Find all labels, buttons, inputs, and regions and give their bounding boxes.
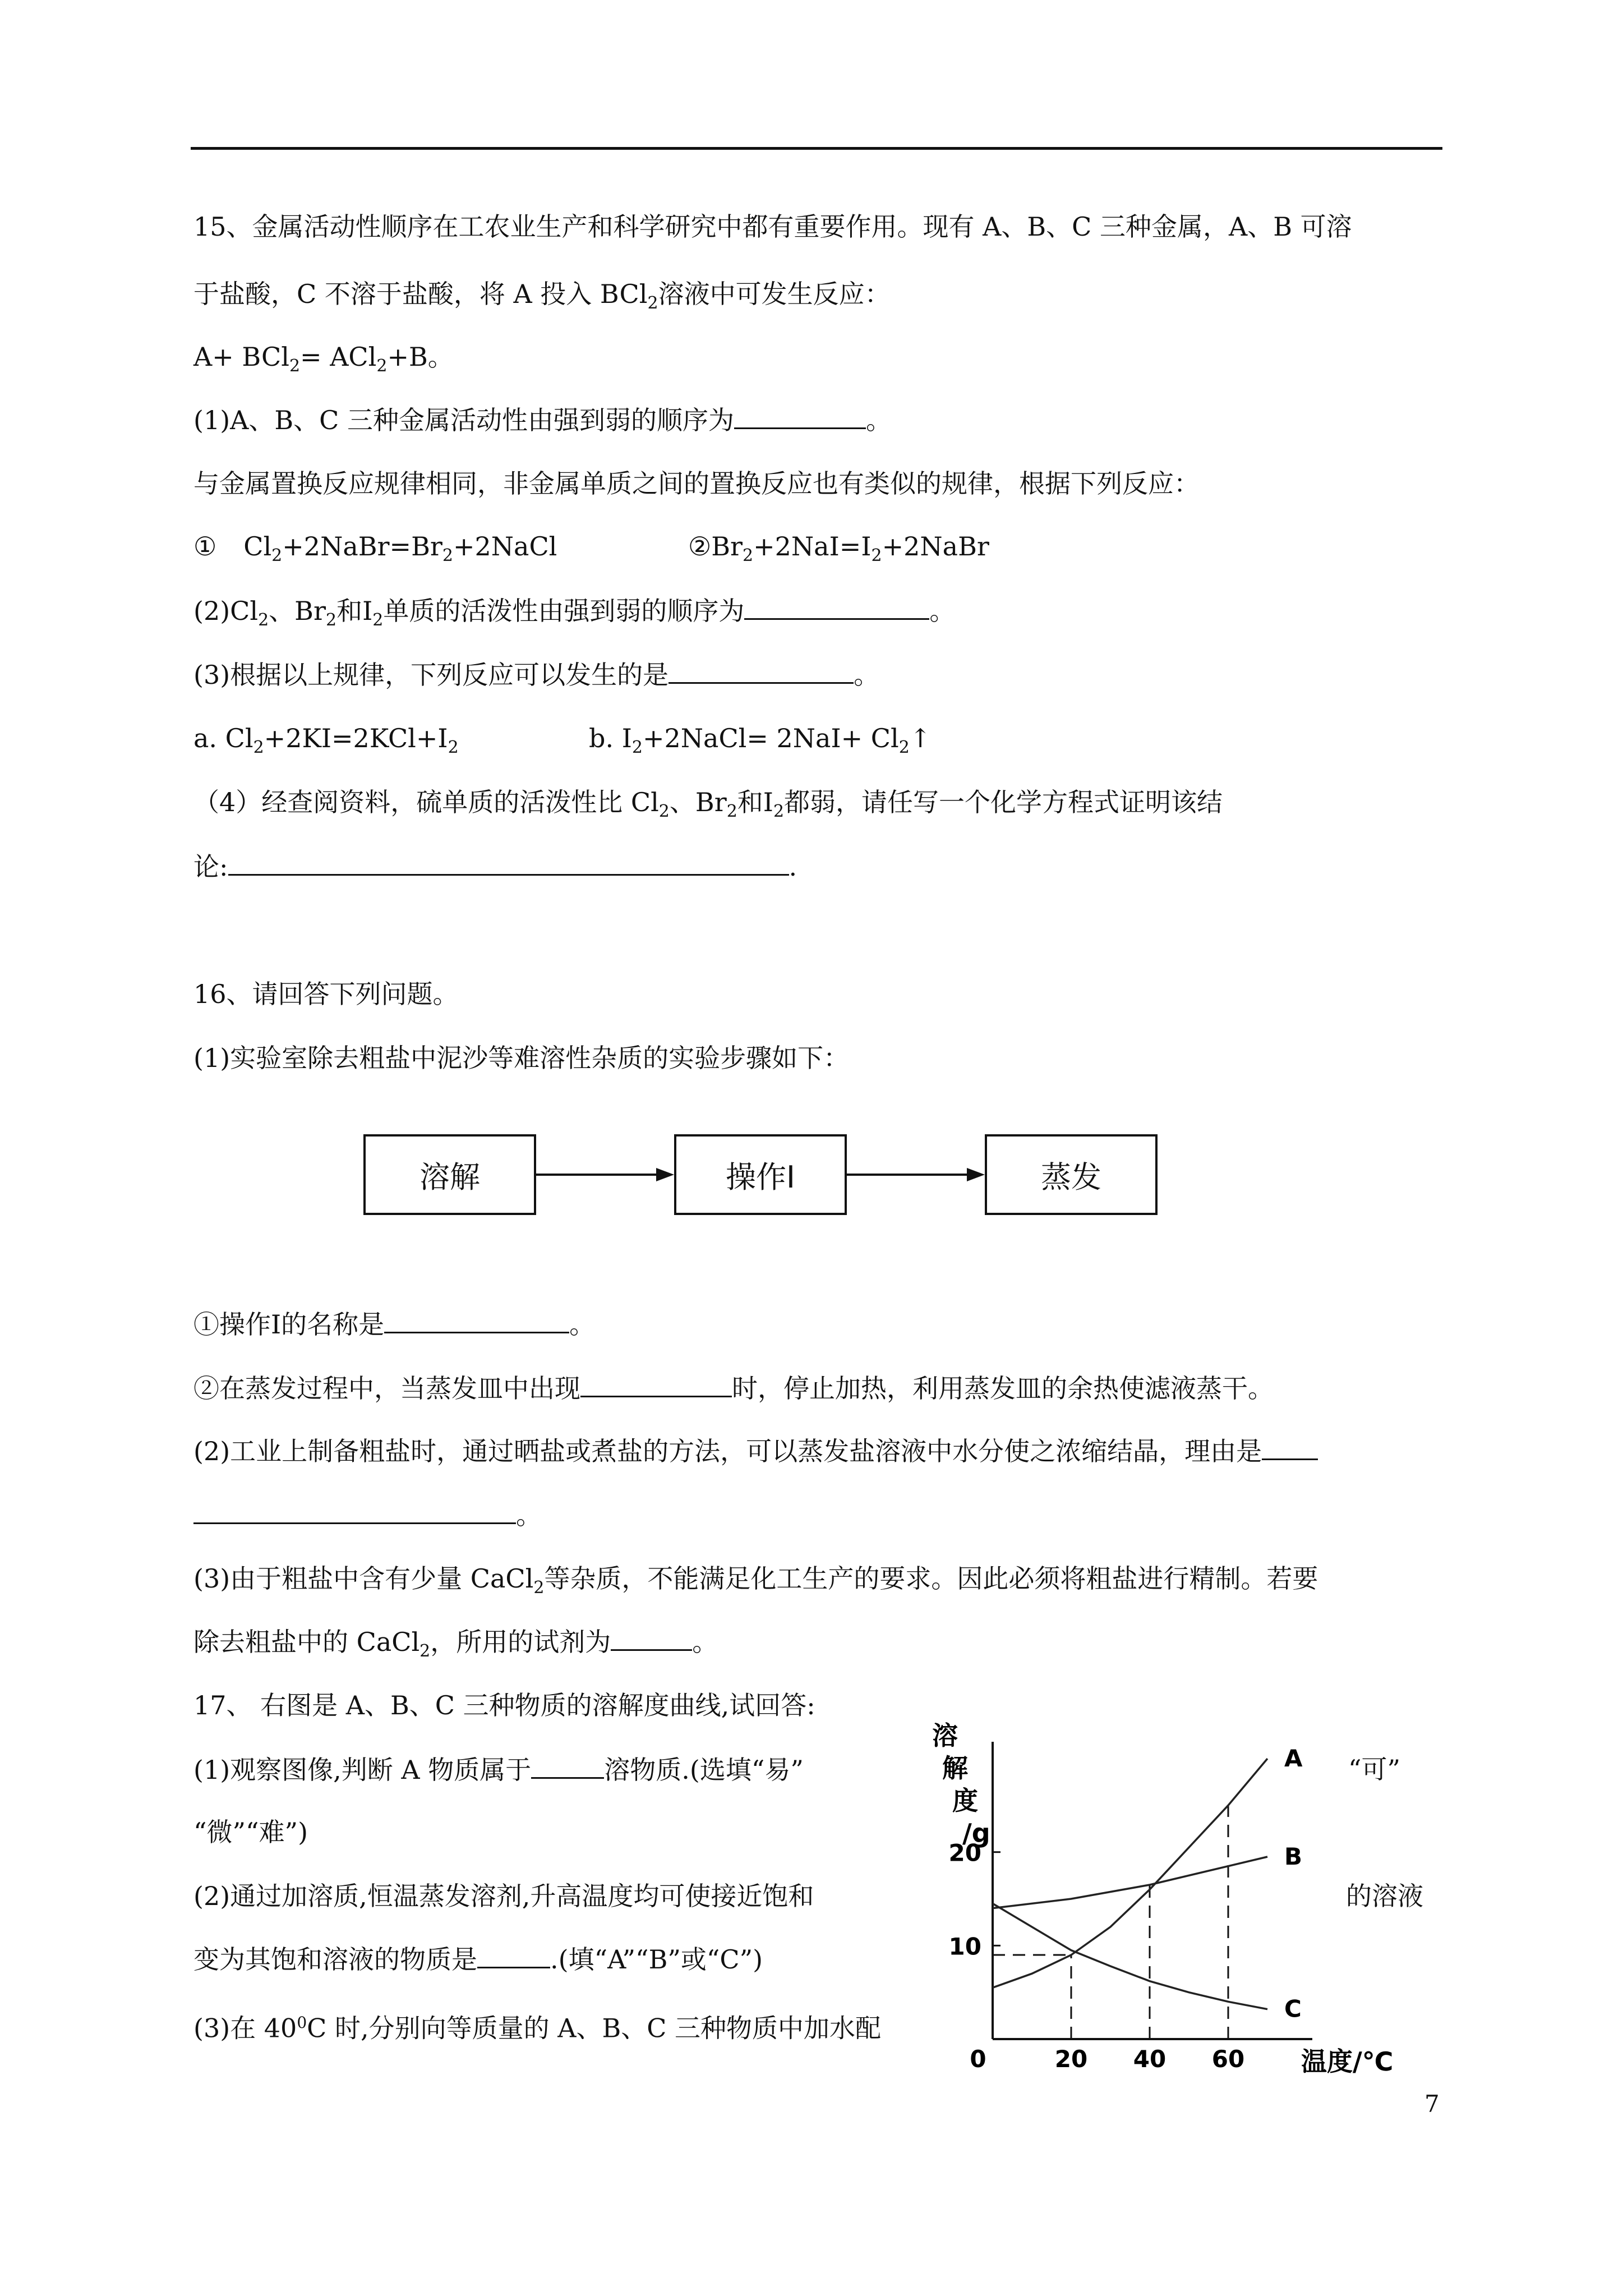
answer-blank[interactable] bbox=[477, 1942, 550, 1968]
q15-reaction-2: $②Br_2+2NaⅠ=Ⅰ_2+2NaBr$ bbox=[688, 531, 989, 566]
answer-blank[interactable] bbox=[193, 1498, 516, 1524]
q15-part-1: (1)A、B、C 三种金属活动性由强到弱的顺序为 。 bbox=[193, 403, 892, 437]
y-axis-label: 度 bbox=[952, 1786, 978, 1816]
q17-part-2-cont: 变为其饱和溶液的物质是 .(填“A”“B”或“C”) bbox=[193, 1942, 763, 1976]
q16-step-2: ②在蒸发过程中，当蒸发皿中出现 时，停止加热，利用蒸发皿的余热使滤液蒸干。 bbox=[193, 1371, 1274, 1405]
q15-intro: 与金属置换反应规律相同，非金属单质之间的置换反应也有类似的规律，根据下列反应： bbox=[193, 468, 1200, 499]
answer-blank[interactable] bbox=[668, 657, 854, 684]
answer-blank[interactable] bbox=[580, 1371, 732, 1397]
q17-part-1-cont: “微”“难”) bbox=[193, 1817, 308, 1847]
q15-part-2: $(2)Cl_2$、$Br_2$和$Ⅰ_2$单质的活泼性由强到弱的顺序为 。 bbox=[193, 593, 955, 637]
y-tick-label: 10 bbox=[948, 1932, 981, 1961]
q17-part-2-tail: 的溶液 bbox=[1346, 1881, 1423, 1911]
flow-step-dissolve: 溶解 bbox=[363, 1134, 536, 1215]
answer-blank[interactable] bbox=[531, 1752, 604, 1779]
y-tick-label: 20 bbox=[948, 1839, 981, 1867]
series-label-a: A bbox=[1284, 1745, 1303, 1772]
q15-part-3: (3)根据以上规律，下列反应可以发生的是 。 bbox=[193, 657, 879, 692]
q15-reactions: ① $Cl_2+2NaBr=Br_2+2NaCl$ bbox=[193, 531, 557, 566]
q15-line-1: 15、金属活动性顺序在工农业生产和科学研究中都有重要作用。现有 A、B、C 三种金属，A、B 可溶 bbox=[193, 211, 1352, 242]
q15-line-2: 于盐酸，C 不溶于盐酸，将 A 投入 BCl$_2$溶液中可发生反应： bbox=[193, 279, 891, 314]
q15-option-a: a. $Cl_2+2KⅠ=2KCl+Ⅰ_2$ bbox=[193, 723, 459, 758]
answer-blank[interactable] bbox=[1262, 1434, 1318, 1460]
x-axis-label: 温度/℃ bbox=[1301, 2046, 1394, 2077]
y-axis-label: /g bbox=[962, 1818, 990, 1848]
series-label-b: B bbox=[1284, 1843, 1303, 1870]
answer-blank[interactable] bbox=[734, 403, 866, 429]
answer-blank[interactable] bbox=[744, 593, 929, 620]
series-line-a bbox=[993, 1759, 1267, 1987]
q17-part-1-option: “可” bbox=[1348, 1754, 1401, 1784]
x-tick-label: 20 bbox=[1054, 2045, 1088, 2073]
q15-part-4-cont: 论: . bbox=[193, 849, 797, 884]
series-line-b bbox=[993, 1857, 1267, 1908]
x-tick-label: 60 bbox=[1211, 2045, 1245, 2073]
q16-step-1: ①操作Ⅰ的名称是 。 bbox=[193, 1307, 595, 1341]
flow-arrow-icon bbox=[847, 1163, 987, 1186]
series-label-c: C bbox=[1284, 1995, 1302, 2023]
q17-part-1: (1)观察图像,判断 A 物质属于 溶物质.(选填“易” bbox=[193, 1752, 804, 1787]
x-tick-label: 0 bbox=[970, 2045, 986, 2073]
flow-step-evaporate: 蒸发 bbox=[985, 1134, 1158, 1215]
q17-part-2: (2)通过加溶质,恒温蒸发溶剂,升高温度均可使接近饱和 bbox=[193, 1881, 814, 1911]
header-rule bbox=[191, 147, 1442, 150]
q15-equation: A+ BCl$_2$= ACl$_2$+B。 bbox=[193, 342, 454, 376]
series-line-c bbox=[993, 1903, 1267, 2009]
q16-part-2-cont: 。 bbox=[193, 1498, 542, 1532]
flow-step-operation-1: 操作Ⅰ bbox=[674, 1134, 847, 1215]
q16-part-3-cont: 除去粗盐中的 CaCl$_2$，所用的试剂为 。 bbox=[193, 1625, 718, 1668]
y-axis-label: 溶 bbox=[932, 1720, 958, 1751]
y-axis-label: 解 bbox=[942, 1753, 968, 1783]
q16-part-2: (2)工业上制备粗盐时，通过晒盐或煮盐的方法，可以蒸发盐溶液中水分使之浓缩结晶，理由是 bbox=[193, 1434, 1318, 1468]
q17-title: 17、 右图是 A、B、C 三种物质的溶解度曲线,试回答: bbox=[193, 1690, 815, 1720]
q16-title: 16、请回答下列问题。 bbox=[193, 979, 459, 1009]
answer-blank[interactable] bbox=[384, 1307, 569, 1333]
x-tick-label: 40 bbox=[1133, 2045, 1166, 2073]
q16-part-3: (3)由于粗盐中含有少量 CaCl$_2$等杂质，不能满足化工生产的要求。因此必须将粗盐进行精制。若要 bbox=[193, 1563, 1318, 1598]
answer-blank[interactable] bbox=[611, 1625, 692, 1651]
q15-part-4: （4）经查阅资料，硫单质的活泼性比 $Cl_2$、$Br_2$和$Ⅰ_2$都弱，请任写一个化学方程式证明该结 bbox=[193, 787, 1223, 822]
flow-arrow-icon bbox=[536, 1163, 676, 1186]
q15-option-b: b. $Ⅰ_2+2NaCl=$ 2NaⅠ+ $Cl_2↑$ bbox=[589, 723, 932, 758]
page-number: 7 bbox=[1424, 2090, 1440, 2118]
q17-part-3: (3)在 $40^0C$ 时,分别向等质量的 A、B、C 三种物质中加水配 bbox=[193, 2013, 882, 2044]
q16-part-1: (1)实验室除去粗盐中泥沙等难溶性杂质的实验步骤如下： bbox=[193, 1043, 850, 1073]
answer-blank[interactable] bbox=[228, 849, 789, 876]
